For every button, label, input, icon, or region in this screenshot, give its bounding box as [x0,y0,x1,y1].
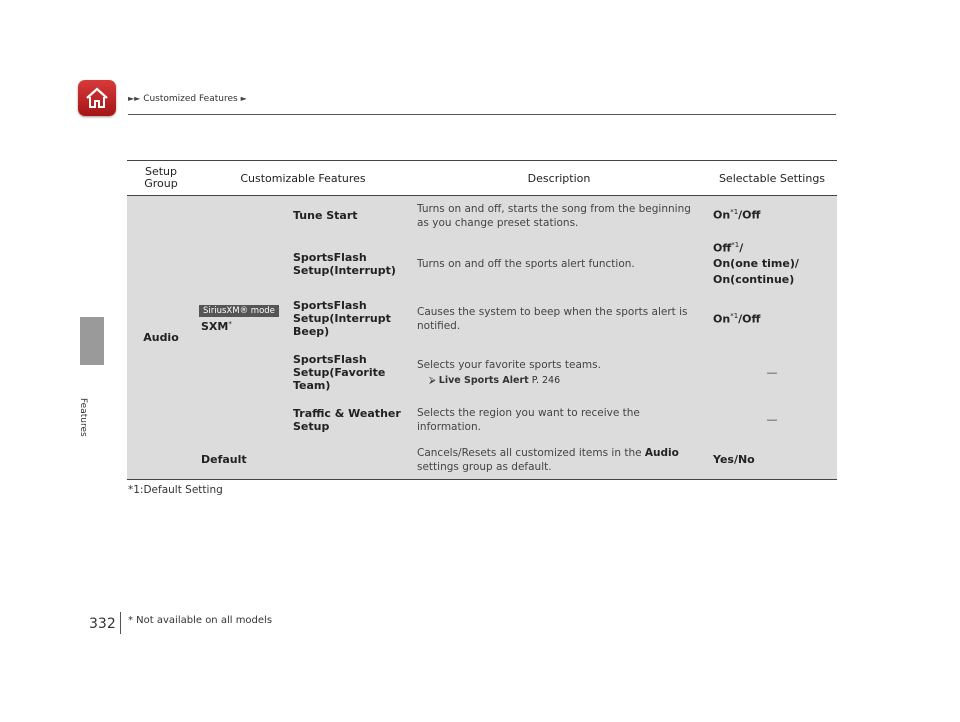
desc-favorite-team-text: Selects your favorite sports teams. [417,359,601,372]
header-description: Description [411,161,707,196]
feature-sportsflash-favorite-team: SportsFlash Setup(Favorite Team) [287,346,411,400]
desc-traffic-weather: Selects the region you want to receive the information. [411,400,707,440]
reference-arrow-icon: ⮚ [429,374,436,386]
feature-sportsflash-interrupt: SportsFlash Setup(Interrupt) [287,236,411,292]
sxm-cell [195,196,287,440]
table-row [127,196,837,236]
settings-default: Yes/No [707,440,837,480]
feature-traffic-weather: Traffic & Weather Setup [287,400,411,440]
setup-group-audio: Audio [127,196,195,480]
home-icon [84,85,110,111]
breadcrumb-customized-features[interactable]: Customized Features [143,94,238,104]
siriusxm-mode-badge: SiriusXM® mode [199,305,279,317]
settings-sportsflash-favorite-team: — [707,346,837,400]
live-sports-alert-link[interactable]: ⮚ Live Sports Alert P. 246 [429,374,561,386]
desc-sportsflash-interrupt: Turns on and off the sports alert function. [411,236,707,292]
section-tab[interactable] [80,317,104,365]
sxm-label: SXM [201,320,229,334]
feature-sportsflash-interrupt-beep: SportsFlash Setup(Interrupt Beep) [287,292,411,346]
table-header-row [127,161,837,196]
desc-default: Cancels/Resets all customized items in the Audio settings group as default. [411,440,707,480]
desc-sportsflash-interrupt-beep: Causes the system to beep when the sports alert is notified. [411,292,707,346]
footnote-divider [120,612,121,634]
feature-tune-start: Tune Start [287,196,411,236]
footnote: * Not available on all models [128,615,273,626]
header-customizable-features: Customizable Features [195,161,411,196]
home-button[interactable] [78,80,116,116]
breadcrumb [128,94,247,104]
settings-traffic-weather: — [707,400,837,440]
breadcrumb-arrow-icon: ► [240,94,247,103]
table-row [127,440,837,480]
feature-default: Default [195,440,411,480]
settings-sportsflash-interrupt-beep: On$^{*1}$/Off [707,292,837,346]
settings-sportsflash-interrupt: Off$^{*1}$/ On(one time)/ On(continue) [707,236,837,292]
header-setup-group: Setup Group [127,161,195,196]
settings-tune-start: On$^{*1}$/Off [707,196,837,236]
breadcrumb-arrow-icon: ►► [128,94,141,103]
not-all-models-mark: * [228,319,232,328]
section-tab-label: Features [78,398,88,437]
header-divider [128,114,836,115]
header-selectable-settings: Selectable Settings [707,161,837,196]
desc-tune-start: Turns on and off, starts the song from the beginning as you change preset stations. [411,196,707,236]
page-number: 332 [89,616,116,632]
desc-sportsflash-favorite-team [411,346,707,400]
default-setting-note: *1:Default Setting [128,484,223,496]
customizable-features-table [127,160,837,480]
